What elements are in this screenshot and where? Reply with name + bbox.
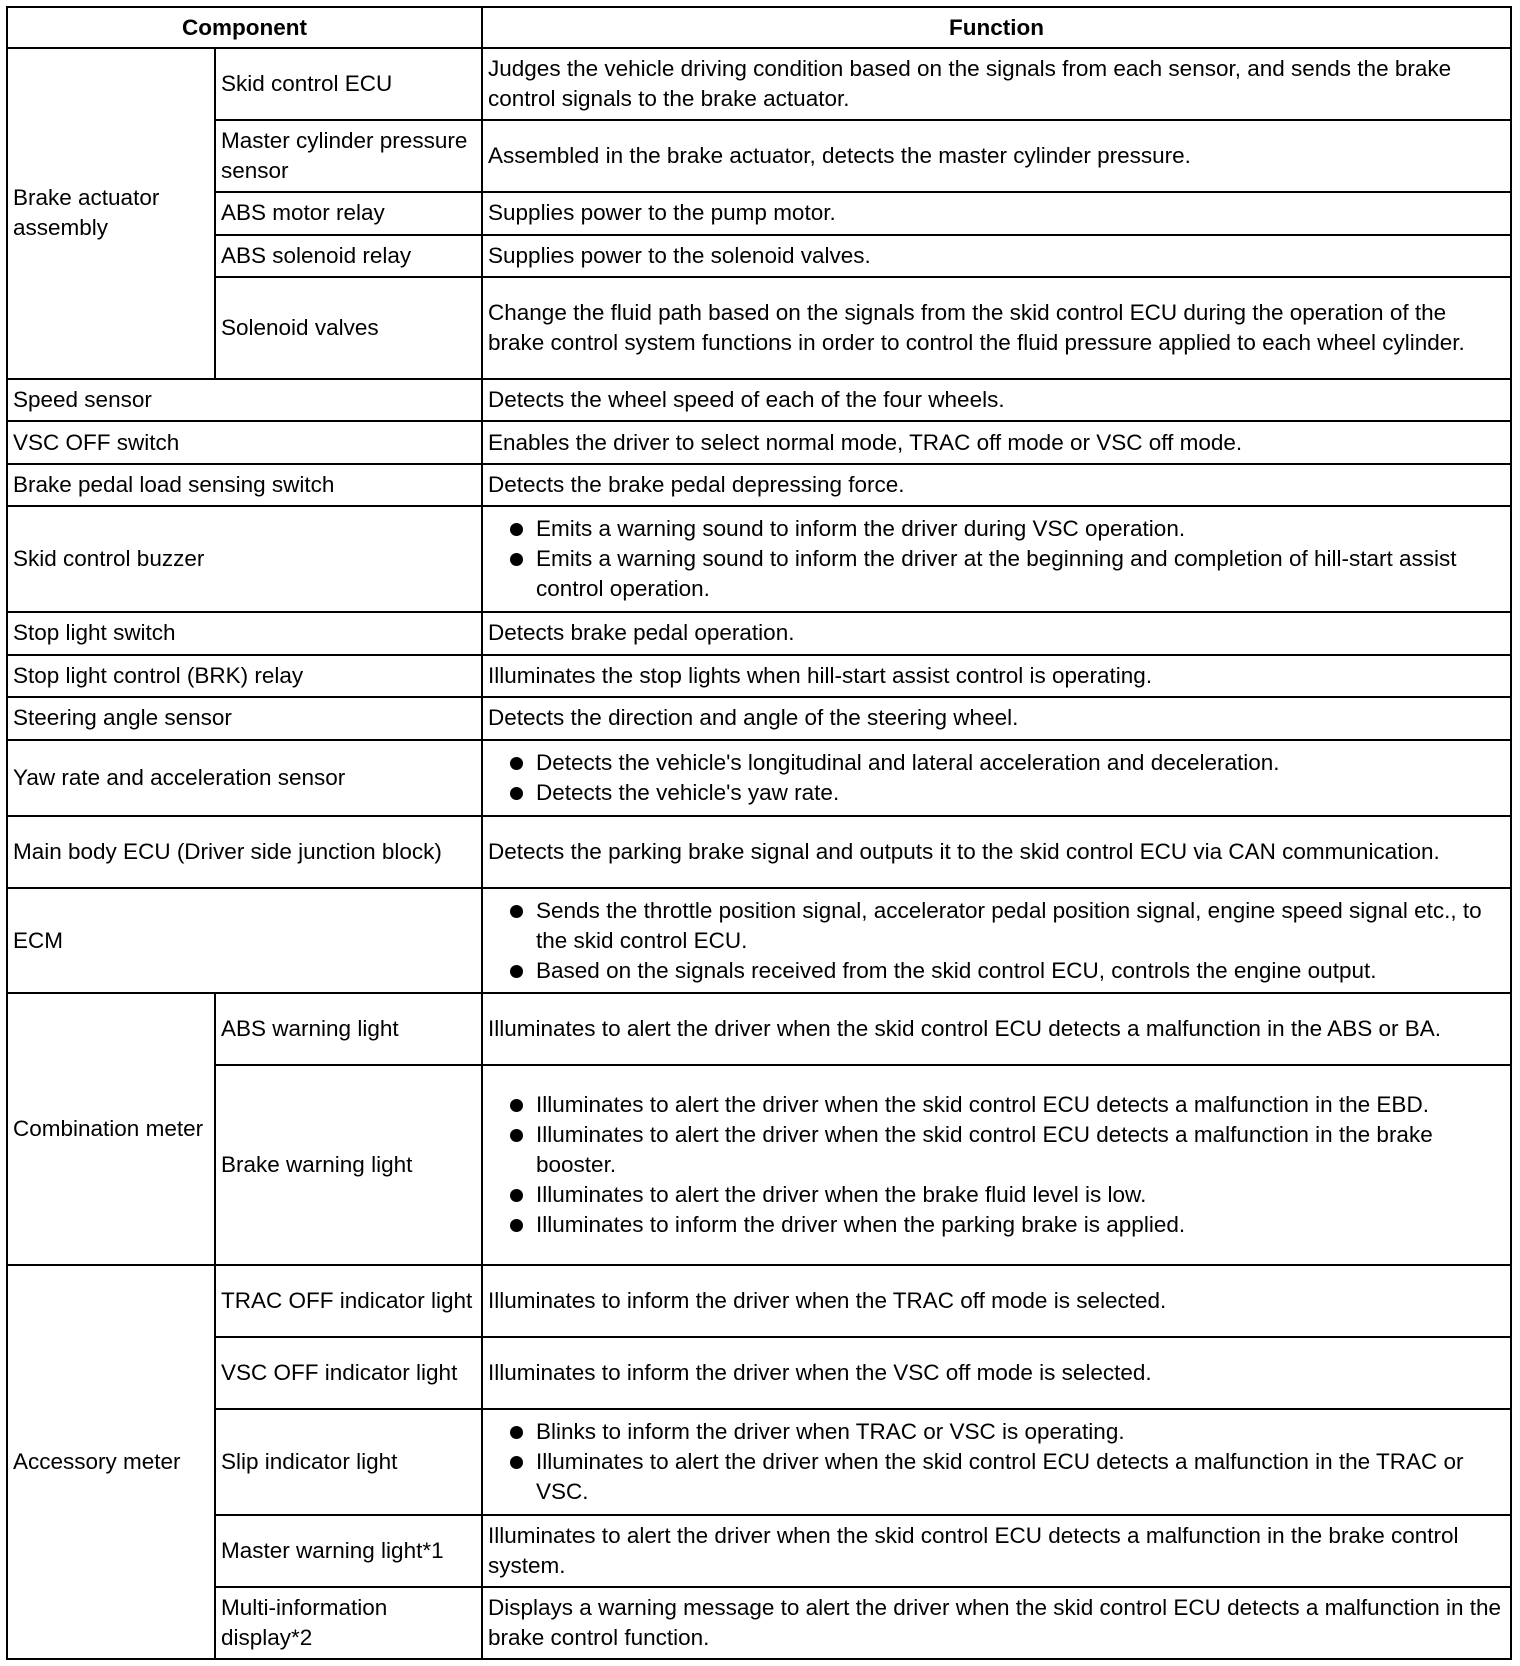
table-row [7, 48, 1511, 120]
component-cell: Brake warning light [215, 1065, 482, 1265]
bullet-item: Illuminates to alert the driver when the skid control ECU detects a malfunction in the brake booster. [536, 1120, 1505, 1180]
function-cell: Illuminates to alert the driver when the skid control ECU detects a malfunction in the ABS or BA. [482, 993, 1511, 1065]
table-row [7, 1515, 1511, 1587]
function-cell [482, 1065, 1511, 1265]
component-cell: ABS solenoid relay [215, 235, 482, 278]
function-cell: Judges the vehicle driving condition based on the signals from each sensor, and sends the brake control signals to the brake actuator. [482, 48, 1511, 120]
bullet-item: Illuminates to alert the driver when the skid control ECU detects a malfunction in the TRAC or VSC. [536, 1447, 1505, 1507]
function-cell: Detects the parking brake signal and outputs it to the skid control ECU via CAN communication. [482, 816, 1511, 888]
component-cell: Skid control buzzer [7, 506, 482, 612]
bullet-list [488, 896, 1505, 986]
group-combination-meter: Combination meter [7, 993, 215, 1265]
function-cell [482, 740, 1511, 816]
table-row [7, 192, 1511, 235]
component-cell: Main body ECU (Driver side junction block) [7, 816, 482, 888]
bullet-item: Based on the signals received from the skid control ECU, controls the engine output. [536, 956, 1505, 986]
component-cell: Brake pedal load sensing switch [7, 464, 482, 507]
component-cell: Speed sensor [7, 379, 482, 422]
function-cell: Assembled in the brake actuator, detects the master cylinder pressure. [482, 120, 1511, 192]
component-cell: Master cylinder pressure sensor [215, 120, 482, 192]
table-row [7, 379, 1511, 422]
bullet-list [488, 514, 1505, 604]
function-cell: Change the fluid path based on the signals from the skid control ECU during the operation of the brake control system functions in order to control the fluid pressure applied to each wheel cylinder. [482, 277, 1511, 378]
table-row [7, 421, 1511, 464]
function-cell: Supplies power to the pump motor. [482, 192, 1511, 235]
component-cell: Multi-information display*2 [215, 1587, 482, 1659]
bullet-item: Blinks to inform the driver when TRAC or VSC is operating. [536, 1417, 1505, 1447]
function-header: Function [482, 7, 1511, 48]
table-header-row [7, 7, 1511, 48]
bullet-item: Detects the vehicle's yaw rate. [536, 778, 1505, 808]
function-cell: Illuminates to inform the driver when the TRAC off mode is selected. [482, 1265, 1511, 1337]
group-accessory-meter: Accessory meter [7, 1265, 215, 1659]
function-cell: Enables the driver to select normal mode, TRAC off mode or VSC off mode. [482, 421, 1511, 464]
function-cell: Detects brake pedal operation. [482, 612, 1511, 655]
bullet-item: Emits a warning sound to inform the driver at the beginning and completion of hill-start assist control operation. [536, 544, 1505, 604]
component-cell: Yaw rate and acceleration sensor [7, 740, 482, 816]
table-row [7, 120, 1511, 192]
bullet-list [488, 748, 1505, 808]
bullet-item: Illuminates to inform the driver when the parking brake is applied. [536, 1210, 1505, 1240]
table-row [7, 888, 1511, 994]
table-row [7, 612, 1511, 655]
bullet-item: Emits a warning sound to inform the driver during VSC operation. [536, 514, 1505, 544]
component-cell: Stop light switch [7, 612, 482, 655]
component-function-table [6, 6, 1512, 1660]
component-cell: Solenoid valves [215, 277, 482, 378]
bullet-item: Sends the throttle position signal, accelerator pedal position signal, engine speed signal etc., to the skid control ECU. [536, 896, 1505, 956]
component-cell: Master warning light*1 [215, 1515, 482, 1587]
table-row [7, 277, 1511, 378]
component-cell: VSC OFF switch [7, 421, 482, 464]
component-cell: TRAC OFF indicator light [215, 1265, 482, 1337]
table-row [7, 740, 1511, 816]
function-cell: Displays a warning message to alert the driver when the skid control ECU detects a malfunction in the brake control function. [482, 1587, 1511, 1659]
component-cell: Slip indicator light [215, 1409, 482, 1515]
table-row [7, 816, 1511, 888]
table-row [7, 1587, 1511, 1659]
bullet-list [488, 1417, 1505, 1507]
table-row [7, 1337, 1511, 1409]
table-row [7, 993, 1511, 1065]
table-row [7, 697, 1511, 740]
table-row [7, 1065, 1511, 1265]
function-cell: Illuminates the stop lights when hill-start assist control is operating. [482, 655, 1511, 698]
component-cell: Stop light control (BRK) relay [7, 655, 482, 698]
function-cell: Illuminates to alert the driver when the skid control ECU detects a malfunction in the brake control system. [482, 1515, 1511, 1587]
function-cell [482, 1409, 1511, 1515]
component-cell: ECM [7, 888, 482, 994]
function-cell: Detects the brake pedal depressing force. [482, 464, 1511, 507]
table-row [7, 1265, 1511, 1337]
table-row [7, 655, 1511, 698]
function-cell: Supplies power to the solenoid valves. [482, 235, 1511, 278]
bullet-item: Illuminates to alert the driver when the brake fluid level is low. [536, 1180, 1505, 1210]
function-cell: Illuminates to inform the driver when the VSC off mode is selected. [482, 1337, 1511, 1409]
component-cell: ABS motor relay [215, 192, 482, 235]
bullet-item: Detects the vehicle's longitudinal and lateral acceleration and deceleration. [536, 748, 1505, 778]
component-cell: Skid control ECU [215, 48, 482, 120]
component-header: Component [7, 7, 482, 48]
bullet-item: Illuminates to alert the driver when the skid control ECU detects a malfunction in the EBD. [536, 1090, 1505, 1120]
function-cell [482, 888, 1511, 994]
function-cell: Detects the direction and angle of the steering wheel. [482, 697, 1511, 740]
bullet-list [488, 1090, 1505, 1240]
component-cell: VSC OFF indicator light [215, 1337, 482, 1409]
table-row [7, 506, 1511, 612]
table-row [7, 235, 1511, 278]
component-cell: ABS warning light [215, 993, 482, 1065]
group-brake-actuator-assembly: Brake actuator assembly [7, 48, 215, 379]
component-cell: Steering angle sensor [7, 697, 482, 740]
function-cell: Detects the wheel speed of each of the four wheels. [482, 379, 1511, 422]
function-cell [482, 506, 1511, 612]
table-row [7, 464, 1511, 507]
table-row [7, 1409, 1511, 1515]
